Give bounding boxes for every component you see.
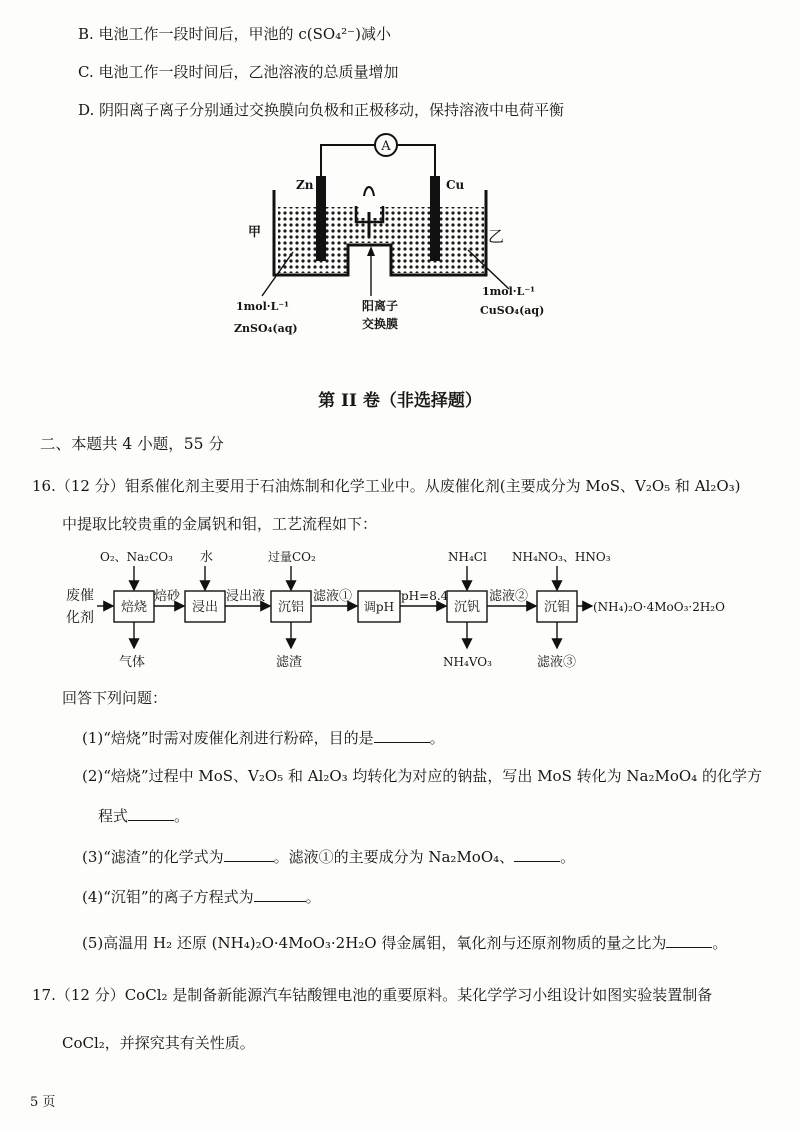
answer-blank-4[interactable]	[254, 886, 306, 902]
answer-blank-3a[interactable]	[224, 846, 274, 862]
flow-start-1: 废催	[66, 588, 94, 604]
q16-part5	[82, 932, 727, 953]
flow-input-leach: 水	[200, 550, 214, 565]
left-solution-name: ZnSO₄(aq)	[234, 322, 298, 335]
right-pool-label: 乙	[488, 227, 505, 246]
q17-line1: 17.（12 分）CoCl₂ 是制备新能源汽车钴酸锂电池的重要原料。某化学学习小组设计如图实验装置制备	[32, 986, 713, 1004]
flow-input-v: NH₄Cl	[448, 550, 487, 564]
q16-part3-text-b: 。滤液①的主要成分为 Na₂MoO₄、	[273, 848, 515, 866]
period: 。	[174, 807, 190, 825]
flow-box-al-label: 沉铝	[277, 600, 305, 615]
flow-arrow-label-3: 滤液①	[313, 589, 353, 604]
flow-box-leach-label: 浸出	[191, 600, 219, 615]
q16-part3	[82, 846, 575, 867]
q17-line2: CoCl₂，并探究其有关性质。	[62, 1034, 255, 1052]
flow-box-roast-label: 焙烧	[120, 600, 148, 615]
membrane-label-1: 阳离子	[362, 299, 399, 313]
period: 。	[305, 888, 321, 906]
right-solution-name: CuSO₄(aq)	[480, 304, 545, 317]
page-number: 5 页	[30, 1095, 56, 1110]
flow-arrow-label-5: 滤液②	[489, 589, 529, 604]
flow-arrow-label-1: 焙砂	[154, 589, 181, 604]
q16-part1	[82, 727, 445, 748]
q16-part4-text: (4)“沉钼”的离子方程式为	[82, 888, 254, 906]
q16-part4	[82, 886, 321, 907]
q16-part5-text: (5)高温用 H₂ 还原 (NH₄)₂O·4MoO₃·2H₂O 得金属钼，氧化剂与还原剂物质的量之比为	[82, 934, 667, 952]
option-c: C. 电池工作一段时间后，乙池溶液的总质量增加	[78, 63, 399, 81]
option-d: D. 阴阳离子离子分别通过交换膜向负极和正极移动，保持溶液中电荷平衡	[78, 101, 565, 119]
period: 。	[712, 934, 728, 952]
q16-stem-line2: 中提取比较贵重的金属钒和钼，工艺流程如下：	[62, 515, 378, 533]
answer-blank-2[interactable]	[128, 805, 174, 821]
section-title: 第 II 卷（非选择题）	[318, 391, 482, 411]
q16-stem-line1: 16.（12 分）钼系催化剂主要用于石油炼制和化学工业中。从废催化剂(主要成分为 MoS、V₂O₅ 和 Al₂O₃)	[32, 477, 741, 495]
q16-part2-line1: (2)“焙烧”过程中 MoS、V₂O₅ 和 Al₂O₃ 均转化为对应的钠盐，写出 MoS 转化为 Na₂MoO₄ 的化学方	[82, 767, 762, 785]
process-flowchart	[0, 540, 800, 680]
flow-box-ph-label: 调pH	[363, 600, 395, 614]
section-subtitle: 二、本题共 4 小题，55 分	[40, 435, 224, 453]
q16-part3-text-a: (3)“滤渣”的化学式为	[82, 848, 224, 866]
ammeter-label: A	[381, 139, 391, 154]
flow-output-roast: 气体	[119, 655, 146, 670]
answer-blank-5[interactable]	[666, 932, 712, 948]
flow-product: (NH₄)₂O·4MoO₃·2H₂O	[593, 600, 725, 614]
flow-arrow-label-4: pH=8.4	[401, 589, 449, 603]
period: 。	[560, 848, 576, 866]
q16-part2-text: 程式	[98, 807, 129, 825]
option-b: B. 电池工作一段时间后，甲池的 c(SO₄²⁻)减小	[78, 25, 391, 43]
q16-part1-text: (1)“焙烧”时需对废催化剂进行粉碎，目的是	[82, 729, 374, 747]
flow-output-al: 滤渣	[276, 655, 303, 670]
period: 。	[429, 729, 445, 747]
flow-input-roast: O₂、Na₂CO₃	[100, 550, 173, 564]
flow-output-mo: 滤液③	[537, 655, 577, 670]
flow-start-2: 化剂	[66, 610, 94, 626]
flow-input-mo: NH₄NO₃、HNO₃	[512, 550, 611, 564]
flow-box-v-label: 沉钒	[453, 600, 481, 615]
q16-part2-line2	[98, 805, 189, 826]
galvanic-cell-diagram	[0, 125, 800, 365]
cu-label: Cu	[446, 178, 465, 192]
zn-electrode	[316, 176, 326, 261]
left-pool-label: 甲	[248, 225, 262, 240]
flow-box-mo-label: 沉钼	[543, 600, 571, 615]
flow-arrow-label-2: 浸出液	[226, 589, 266, 604]
left-solution-conc: 1mol·L⁻¹	[236, 300, 289, 313]
zn-label: Zn	[296, 178, 314, 192]
cu-electrode	[430, 176, 440, 261]
answer-blank-1[interactable]	[374, 727, 430, 743]
membrane-label-2: 交换膜	[362, 317, 399, 331]
flow-output-v: NH₄VO₃	[443, 655, 492, 669]
answer-prompt: 回答下列问题：	[62, 689, 168, 707]
flow-input-al: 过量CO₂	[268, 550, 316, 564]
right-solution-conc: 1mol·L⁻¹	[482, 285, 535, 298]
answer-blank-3b[interactable]	[514, 846, 560, 862]
